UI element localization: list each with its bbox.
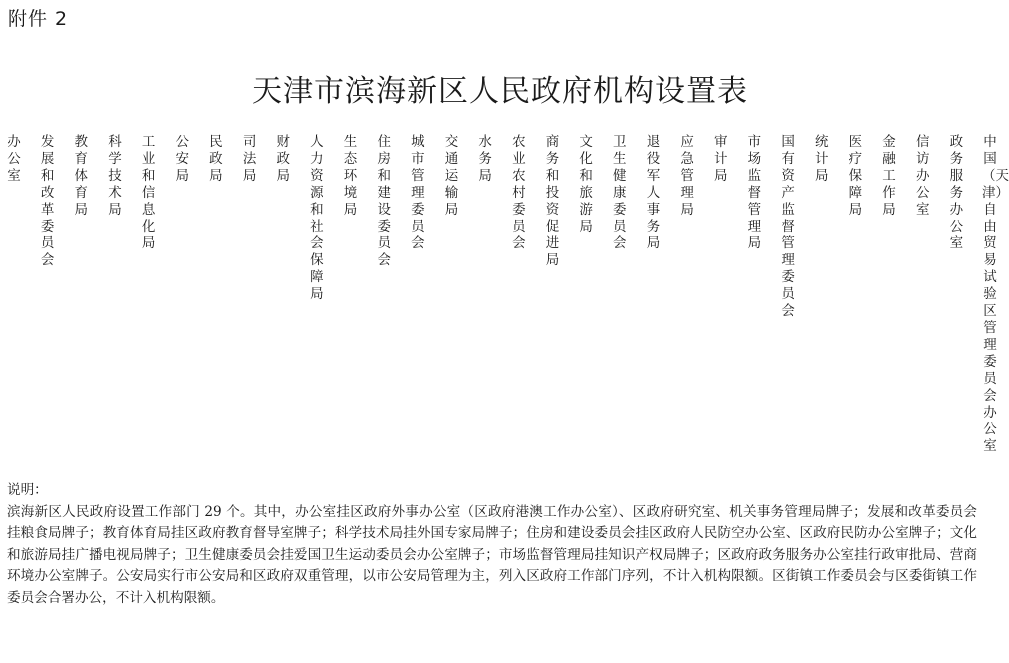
department-item: 金融工作局 [882, 134, 896, 218]
department-item: 审计局 [714, 134, 728, 184]
notes-text: 滨海新区人民政府设置工作部门 29 个。其中，办公室挂区政府外事办公室（区政府港澳工作办公室）、区政府研究室、机关事务管理局牌子；发展和改革委员会挂粮食局牌子；教育体育局挂区政府教育督导室牌子；科学技术局挂外国专家局牌子；住房和建设委员会挂区政府人民防空办公室、区政府民防办公室牌子；文化和旅游局挂广播电视局牌子；卫生健康委员会挂爱国卫生运动委员会办公室牌子；市场监督管理局挂知识产权局牌子；区政府政务服务办公室挂行政审批局、营商环境办公室牌子。公安局实行市公安局和区政府双重管理，以市公安局管理为主，列入区政府工作部门序列，不计入机构限额。区街镇工作委员会与区委街镇工作委员会合署办公，不计入机构限额。 [7, 503, 977, 606]
department-item: 应急管理局 [680, 134, 694, 218]
department-item: 市场监督管理局 [747, 134, 762, 252]
department-item: 财政局 [276, 134, 290, 184]
department-item: 办公室 [7, 134, 21, 184]
department-item: 中国（天津）自由贸易试验区管理委员会办公室 [982, 134, 1009, 455]
notes-label: 说明： [7, 482, 48, 498]
department-item: 退役军人事务局 [646, 134, 661, 252]
department-item: 教育体育局 [74, 134, 89, 218]
page-title: 天津市滨海新区人民政府机构设置表 [252, 74, 748, 109]
department-item: 文化和旅游局 [579, 134, 593, 235]
department-item: 交通运输局 [444, 134, 459, 218]
department-item: 政务服务办公室 [949, 134, 964, 252]
department-item: 卫生健康委员会 [613, 134, 627, 252]
department-item: 公安局 [175, 134, 190, 184]
department-item: 生态环境局 [343, 134, 358, 218]
department-item: 统计局 [814, 134, 829, 184]
department-item: 司法局 [242, 134, 257, 184]
department-item: 商务和投资促进局 [545, 134, 560, 269]
attachment-label: 附件 2 [8, 8, 69, 30]
department-item: 国有资产监督管理委员会 [781, 134, 795, 320]
department-item: 住房和建设委员会 [377, 134, 391, 269]
department-item: 民政局 [209, 134, 223, 184]
department-item: 科学技术局 [108, 134, 122, 218]
department-item: 医疗保障局 [848, 134, 863, 218]
notes-section [7, 480, 977, 609]
department-item: 城市管理委员会 [411, 134, 425, 252]
department-item: 农业农村委员会 [512, 134, 526, 252]
department-item: 信访办公室 [915, 134, 930, 218]
department-list [0, 134, 1009, 474]
department-item: 工业和信息化局 [141, 134, 156, 252]
department-item: 水务局 [478, 134, 492, 184]
department-item: 发展和改革委员会 [40, 134, 55, 269]
department-item: 人力资源和社会保障局 [310, 134, 324, 303]
